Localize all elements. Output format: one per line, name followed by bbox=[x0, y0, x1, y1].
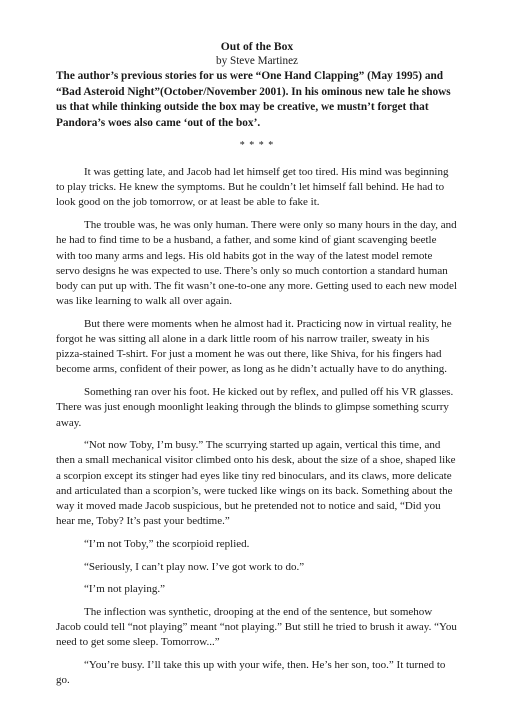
paragraph: Something ran over his foot. He kicked out by reflex, and pulled off his VR glasses. There was just enough moonlight leaking through the blinds to glimpse something scurry away. bbox=[56, 386, 454, 429]
article-byline: by Steve Martinez bbox=[215, 55, 299, 67]
paragraph: “You’re busy. I’ll take this up with your wife, then. He’s her son, too.” It turned to go. bbox=[56, 659, 446, 687]
document-page bbox=[56, 40, 458, 696]
paragraph: “I’m not playing.” bbox=[84, 583, 165, 596]
section-separator: * * * * bbox=[239, 140, 275, 151]
article-title: Out of the Box bbox=[220, 40, 294, 53]
paragraph: The inflection was synthetic, drooping at the end of the sentence, but somehow Jacob could tell “not playing” meant “not playing.” But still he tried to brush it away. “You need to get some sleep. Tomorrow...” bbox=[56, 606, 457, 649]
paragraph: “Seriously, I can’t play now. I’ve got work to do.” bbox=[84, 560, 305, 573]
paragraph: But there were moments when he almost had it. Practicing now in virtual reality, he forgot he was sitting all alone in a dark little room of his narrow trailer, sweaty in his pizza-stained T-shirt. For just a moment he was out there, like Shiva, for his fingers had become arms, confident of their power, as long as he didn’t actually have to do anything. bbox=[56, 317, 452, 376]
article-intro: The author’s previous stories for us were “One Hand Clapping” (May 1995) and “Bad Asteroid Night”(October/November 2001). In his ominous new tale he shows us that while thinking outside the box may be creative, we mustn’t forget that Pandora’s woes also came ‘out of the box’. bbox=[56, 70, 451, 129]
paragraph: It was getting late, and Jacob had let himself get too tired. His mind was beginning to play tricks. He knew the symptoms. But he couldn’t let himself fall behind. He had to look good on the job tomorrow, or at least be able to fake it. bbox=[56, 166, 449, 209]
paragraph: The trouble was, he was only human. There were only so many hours in the day, and he had to find time to be a husband, a father, and some kind of giant scavenging beetle with too many arms and legs. His old habits got in the way of the latest model remote servo designs he was expected to use. There’s only so much contortion a standard human body can put up with. The fit wasn’t one-to-one any more. Getting used to each new model was like learning to walk all over again. bbox=[56, 219, 457, 308]
paragraph: “Not now Toby, I’m busy.” The scurrying started up again, vertical this time, and then a small mechanical visitor climbed onto his desk, about the size of a shoe, shaped like a scorpion except its stinger had eyes like tiny red binoculars, and its claws, more delicate and articulated than a scorpion’s, were tucked like wings on its back. Something about the way it moved made Jacob suspicious, but he pretended not to notice and said, “Did you hear me, Toby? It’s past your bedtime.” bbox=[56, 439, 456, 528]
paragraph: “I’m not Toby,” the scorpioid replied. bbox=[84, 537, 250, 550]
